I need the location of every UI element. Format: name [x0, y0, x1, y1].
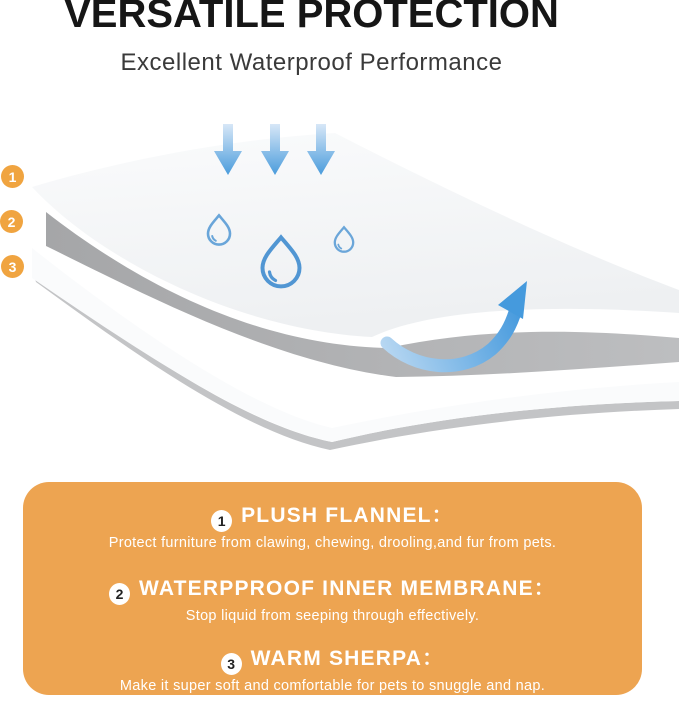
item-number-badge: 1 [211, 510, 232, 532]
info-box [23, 482, 642, 695]
page-subtitle: Excellent Waterproof Performance [120, 49, 503, 76]
item-number-badge: 2 [109, 583, 130, 605]
item-number-badge: 3 [221, 653, 242, 675]
layer-marker-number: 3 [8, 258, 17, 275]
info-item-description: Stop liquid from seeping through effectively. [185, 608, 480, 624]
info-item-heading [23, 503, 642, 532]
info-item-heading [23, 646, 642, 675]
layer-marker-number: 2 [7, 213, 16, 230]
info-item-sherpa [23, 646, 642, 695]
info-item-title: WARM SHERPA： [250, 647, 445, 670]
layer-marker-3 [1, 255, 24, 278]
layer-marker-2 [0, 210, 23, 233]
info-item-description: Protect furniture from clawing, chewing, drooling,and fur from pets. [108, 535, 557, 551]
info-item-membrane [23, 576, 642, 625]
layer-marker-number: 1 [8, 168, 17, 185]
info-item-description: Make it super soft and comfortable for pets to snuggle and nap. [119, 678, 546, 694]
flannel-layer [32, 133, 679, 337]
info-item-heading [23, 576, 642, 605]
info-item-flannel [23, 503, 642, 552]
page-title: VERSATILE PROTECTION [64, 0, 559, 36]
layer-marker-1 [1, 165, 24, 188]
info-item-title: PLUSH FLANNEL： [241, 504, 454, 527]
info-item-title: WATERPPROOF INNER MEMBRANE： [138, 577, 556, 600]
